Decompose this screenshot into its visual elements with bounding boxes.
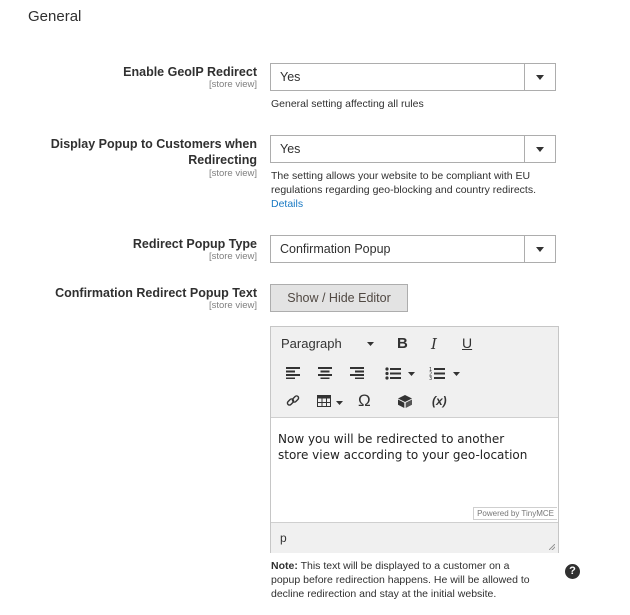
chevron-down-icon[interactable] xyxy=(408,372,415,376)
editor-statusbar xyxy=(271,522,558,553)
display-popup-note-line1: The setting allows your website to be compliant with EU xyxy=(271,170,531,182)
redirect-popup-type-scope: [store view] xyxy=(208,251,257,262)
display-popup-note-line2: regulations regarding geo-blocking and country redirects. xyxy=(271,184,536,196)
enable-geoip-note: General setting affecting all rules xyxy=(271,98,424,110)
redirect-popup-type-select[interactable] xyxy=(270,235,556,263)
wysiwyg-editor xyxy=(270,326,559,553)
display-popup-select[interactable] xyxy=(270,135,556,163)
chevron-down-icon[interactable] xyxy=(336,401,343,405)
align-right-icon[interactable] xyxy=(350,367,364,379)
align-left-icon[interactable] xyxy=(286,367,300,379)
redirect-popup-type-label: Redirect Popup Type xyxy=(132,237,257,251)
bottom-note-line1 xyxy=(271,559,510,573)
chevron-down-icon[interactable] xyxy=(524,64,555,90)
align-center-icon[interactable] xyxy=(318,367,332,379)
chevron-down-icon[interactable] xyxy=(524,136,555,162)
chevron-down-icon[interactable] xyxy=(453,372,460,376)
chevron-down-icon[interactable] xyxy=(524,236,555,262)
editor-toolbar xyxy=(271,327,558,418)
chevron-down-icon[interactable] xyxy=(367,342,374,346)
bullet-list-icon[interactable] xyxy=(385,367,401,380)
show-hide-editor-button[interactable]: Show / Hide Editor xyxy=(270,284,408,312)
note-text-line1: This text will be displayed to a customer on a xyxy=(297,560,510,572)
display-popup-label-line2: Redirecting xyxy=(188,153,257,167)
editor-content[interactable] xyxy=(278,431,548,463)
svg-text:1: 1 xyxy=(429,367,433,373)
link-icon[interactable] xyxy=(286,394,300,408)
details-link[interactable]: Details xyxy=(271,198,304,210)
insert-variable-button[interactable]: (x) xyxy=(432,394,447,408)
italic-button[interactable]: I xyxy=(431,335,437,353)
svg-text:2: 2 xyxy=(429,371,433,378)
popup-text-label: Confirmation Redirect Popup Text xyxy=(55,286,257,300)
display-popup-value: Yes xyxy=(280,142,301,156)
section-title: General xyxy=(28,8,82,25)
resize-handle-icon[interactable] xyxy=(549,544,555,550)
display-popup-label-line1: Display Popup to Customers when xyxy=(50,137,257,151)
format-select-value: Paragraph xyxy=(281,336,342,351)
table-icon[interactable] xyxy=(317,395,331,407)
special-character-button[interactable]: Ω xyxy=(358,391,371,410)
popup-text-scope: [store view] xyxy=(208,300,257,311)
widget-icon[interactable] xyxy=(398,395,412,408)
bottom-note-line2: popup before redirection happens. He will be allowed to xyxy=(271,574,530,586)
bottom-note-line3: decline redirection and stay at the initial website. xyxy=(271,588,497,600)
svg-text:3: 3 xyxy=(429,376,433,380)
element-path[interactable]: p xyxy=(280,531,287,545)
underline-button[interactable]: U xyxy=(462,335,473,351)
note-label: Note: xyxy=(271,560,298,572)
powered-by-label[interactable]: Powered by TinyMCE xyxy=(473,507,557,520)
enable-geoip-label: Enable GeoIP Redirect xyxy=(123,65,257,79)
numbered-list-icon[interactable] xyxy=(429,366,445,380)
editor-content-line1: Now you will be redirected to another xyxy=(278,432,505,446)
display-popup-scope: [store view] xyxy=(208,168,257,179)
enable-geoip-value: Yes xyxy=(280,70,301,84)
help-icon[interactable]: ? xyxy=(565,564,580,579)
enable-geoip-scope: [store view] xyxy=(208,79,257,90)
bold-button[interactable]: B xyxy=(397,335,408,352)
enable-geoip-select[interactable] xyxy=(270,63,556,91)
redirect-popup-type-value: Confirmation Popup xyxy=(280,242,391,256)
format-select[interactable] xyxy=(281,336,342,351)
editor-content-line2: store view according to your geo-location xyxy=(278,448,528,462)
